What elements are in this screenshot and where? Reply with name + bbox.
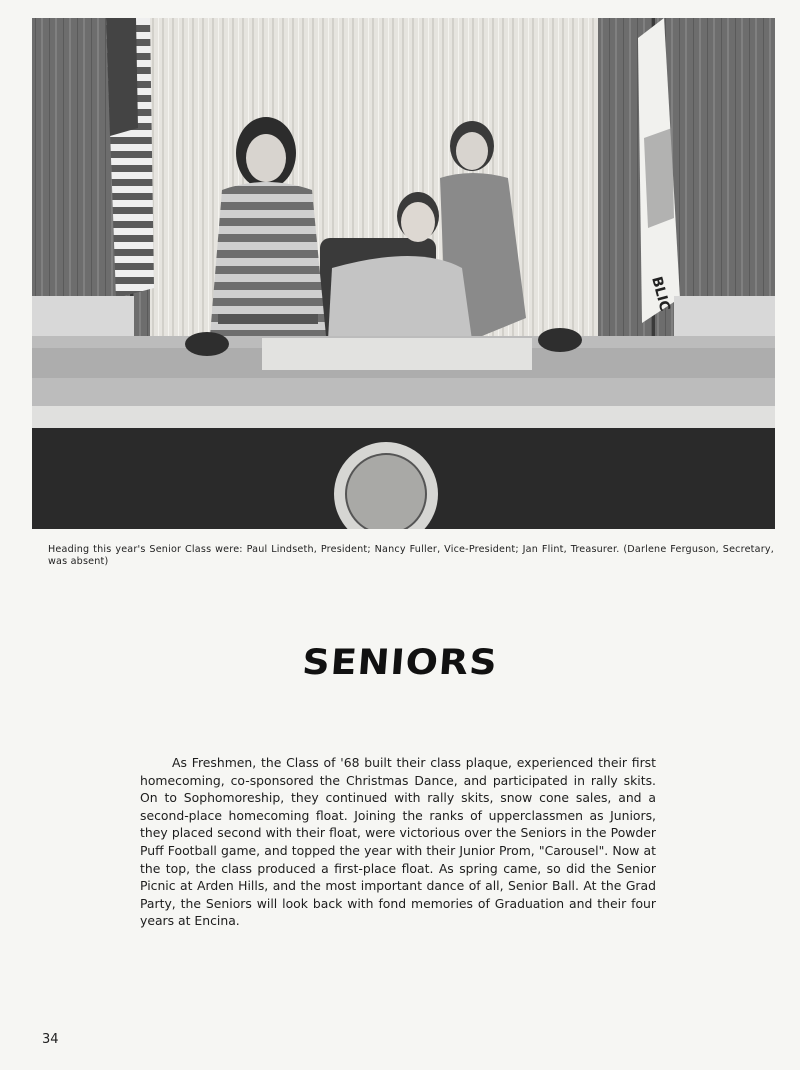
chair-left xyxy=(32,296,134,336)
desk-ashtray-right xyxy=(538,328,582,352)
desk-ashtray-left xyxy=(185,332,229,356)
page-title: SENIORS xyxy=(300,641,500,683)
flag-lettering: BLIC xyxy=(648,274,673,313)
body-paragraph: As Freshmen, the Class of '68 built their class plaque, experienced their first homecoming, co-sponsored the Christmas Dance, and participated in rally skits. On to Sophomoreship, they continued with rally skits, snow cone sales, and a second-place homecoming float. Joining the ranks of upperclassmen as Juniors, they placed second with their float, were victorious over the Seniors in the Powder Puff Football game, and topped the year with their Junior Prom, "Carousel". Now at the top, the class produced a first-place float. As spring came, so did the Senior Picnic at Arden Hills, and the most important dance of all, Senior Ball. At the Grad Party, the Seniors will look back with fond memories of Graduation and their four years at Encina. xyxy=(140,755,656,929)
page-number: 34 xyxy=(42,1032,59,1047)
officers-photo xyxy=(32,18,775,529)
desk-blotter xyxy=(262,338,532,370)
chair-right xyxy=(674,296,775,336)
photo-illustration xyxy=(32,18,775,529)
photo-caption: Heading this year's Senior Class were: Paul Lindseth, President; Nancy Fuller, Vice-President; Jan Flint, Treasurer. (Darlene Ferguson, Secretary, was absent) xyxy=(48,544,774,567)
